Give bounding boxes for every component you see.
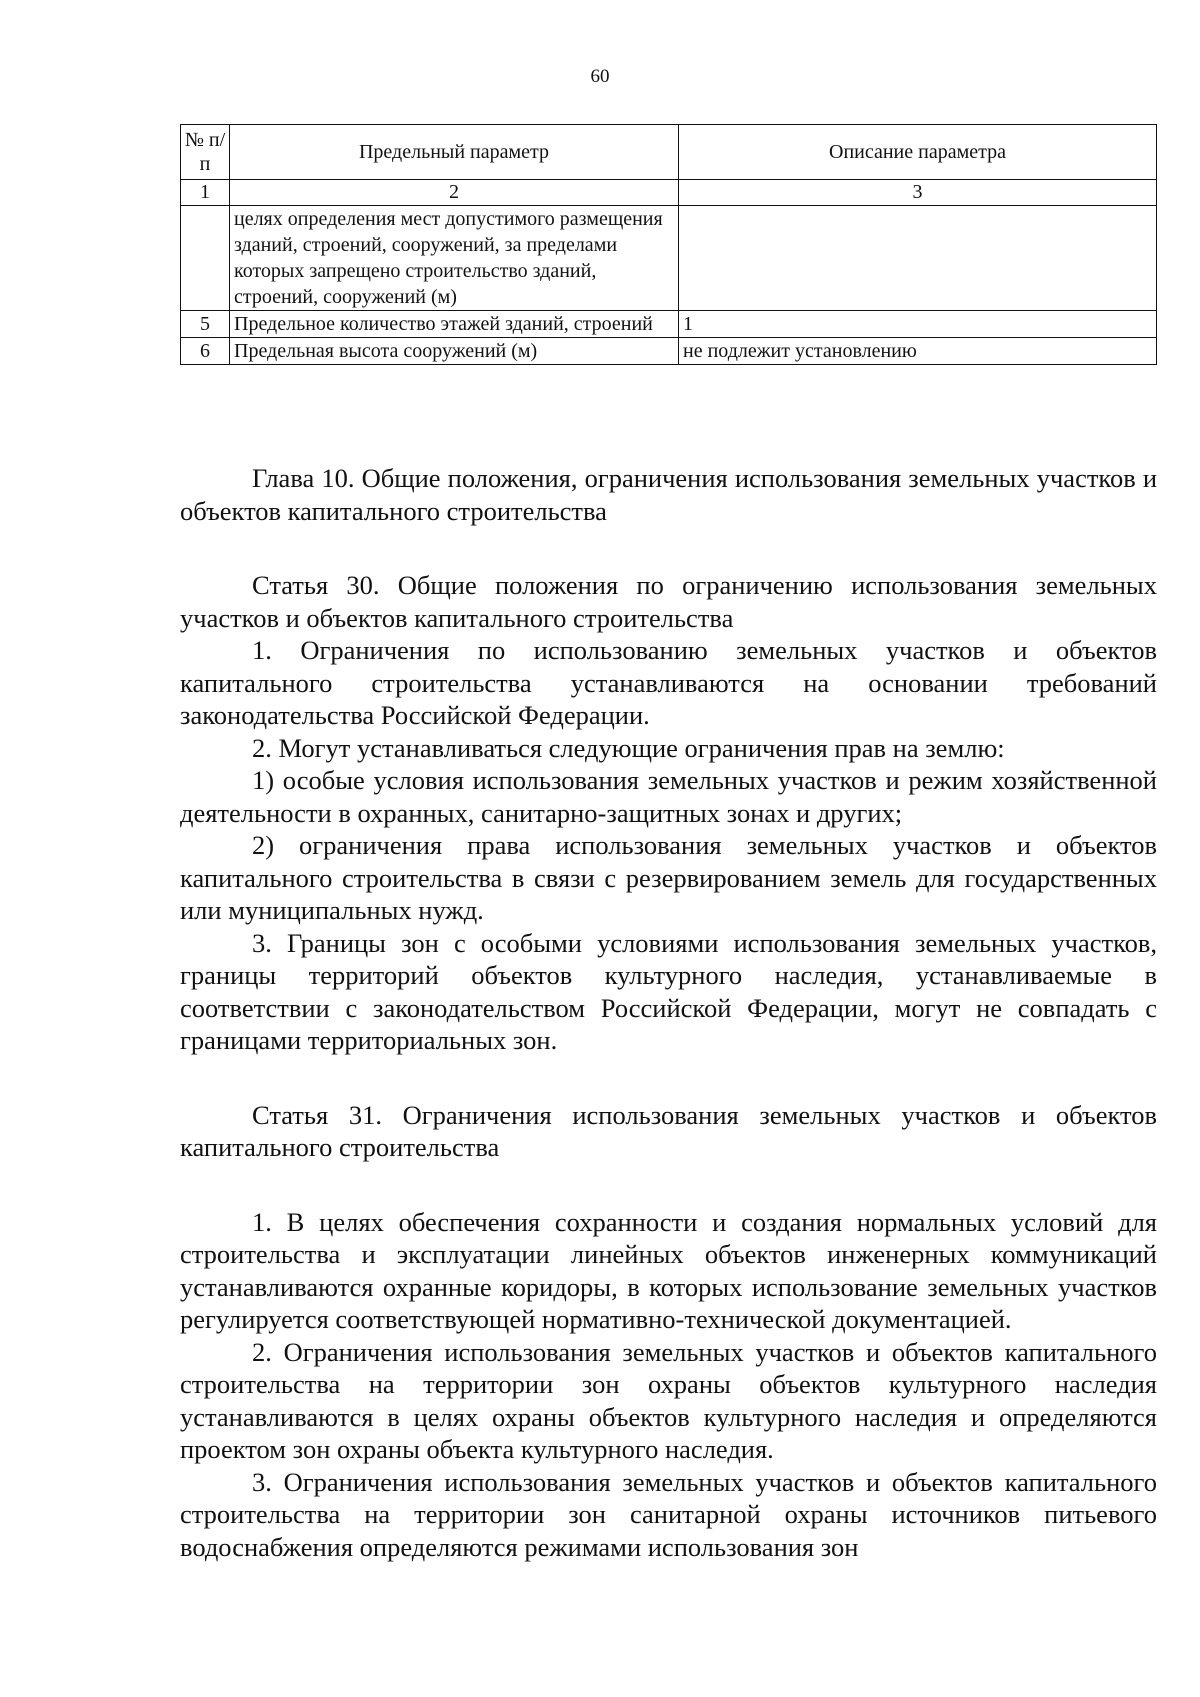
article-31-paragraph-2: 2. Ограничения использования земельных участков и объектов капитального строительства на территории зон охраны объектов культурного наследия устанавливаются в целях охраны объектов культурного наследия и определяются проектом зон охраны объекта культурного наследия. <box>180 1336 1157 1464</box>
column-number: 3 <box>679 180 1157 206</box>
header-description: Описание параметра <box>679 125 1157 180</box>
header-number: № п/п <box>181 125 230 180</box>
table-row <box>181 206 1157 311</box>
article-31-heading: Статья 31. Ограничения использования земельных участков и объектов капитального строительства <box>180 1099 1157 1162</box>
table-header-row <box>181 125 1157 180</box>
chapter-heading: Глава 10. Общие положения, ограничения использования земельных участков и объектов капитального строительства <box>180 463 1157 526</box>
column-numbers-row <box>181 180 1157 206</box>
row-description <box>679 206 1157 311</box>
article-30-paragraph-3: 3. Границы зон с особыми условиями использования земельных участков, границы территорий объектов культурного наследия, устанавливаемые в соответствии с законодательством Российской Федерации, могут не совпадать с границами территориальных зон. <box>180 927 1157 1055</box>
row-parameter: целях определения мест допустимого размещения зданий, строений, сооружений, за пределами которых запрещено строительство зданий, строений, сооружений (м) <box>230 206 679 311</box>
row-description: не подлежит установлению <box>679 338 1157 365</box>
column-number: 2 <box>230 180 679 206</box>
row-description: 1 <box>679 311 1157 338</box>
table-row <box>181 338 1157 365</box>
article-30-heading: Статья 30. Общие положения по ограничению использования земельных участков и объектов капитального строительства <box>180 570 1157 633</box>
article-30-subitem-2: 2) ограничения права использования земельных участков и объектов капитального строительства в связи с резервированием земель для государственных или муниципальных нужд. <box>180 830 1157 925</box>
column-number: 1 <box>181 180 230 206</box>
header-parameter: Предельный параметр <box>230 125 679 180</box>
page-number: 60 <box>590 66 610 87</box>
row-parameter: Предельная высота сооружений (м) <box>230 338 679 365</box>
row-number <box>181 206 230 311</box>
article-30-subitem-1: 1) особые условия использования земельных участков и режим хозяйственной деятельности в охранных, санитарно-защитных зонах и других; <box>180 765 1157 828</box>
document-body <box>180 462 1157 1563</box>
table-row <box>181 311 1157 338</box>
article-31-paragraph-1: 1. В целях обеспечения сохранности и создания нормальных условий для строительства и эксплуатации линейных объектов инженерных коммуникаций устанавливаются охранные коридоры, в которых использование земельных участков регулируется соответствующей нормативно-технической документацией. <box>180 1206 1157 1334</box>
row-number: 5 <box>181 311 230 338</box>
row-parameter: Предельное количество этажей зданий, строений <box>230 311 679 338</box>
article-31-paragraph-3: 3. Ограничения использования земельных участков и объектов капитального строительства на территории зон санитарной охраны источников питьевого водоснабжения определяются режимами использования зон <box>180 1466 1157 1562</box>
article-30-paragraph-1: 1. Ограничения по использованию земельных участков и объектов капитального строительства устанавливаются на основании требований законодательства Российской Федерации. <box>180 635 1157 730</box>
parameters-table <box>180 124 1157 365</box>
article-30-paragraph-2: 2. Могут устанавливаться следующие ограничения прав на землю: <box>252 732 1005 763</box>
row-number: 6 <box>181 338 230 365</box>
